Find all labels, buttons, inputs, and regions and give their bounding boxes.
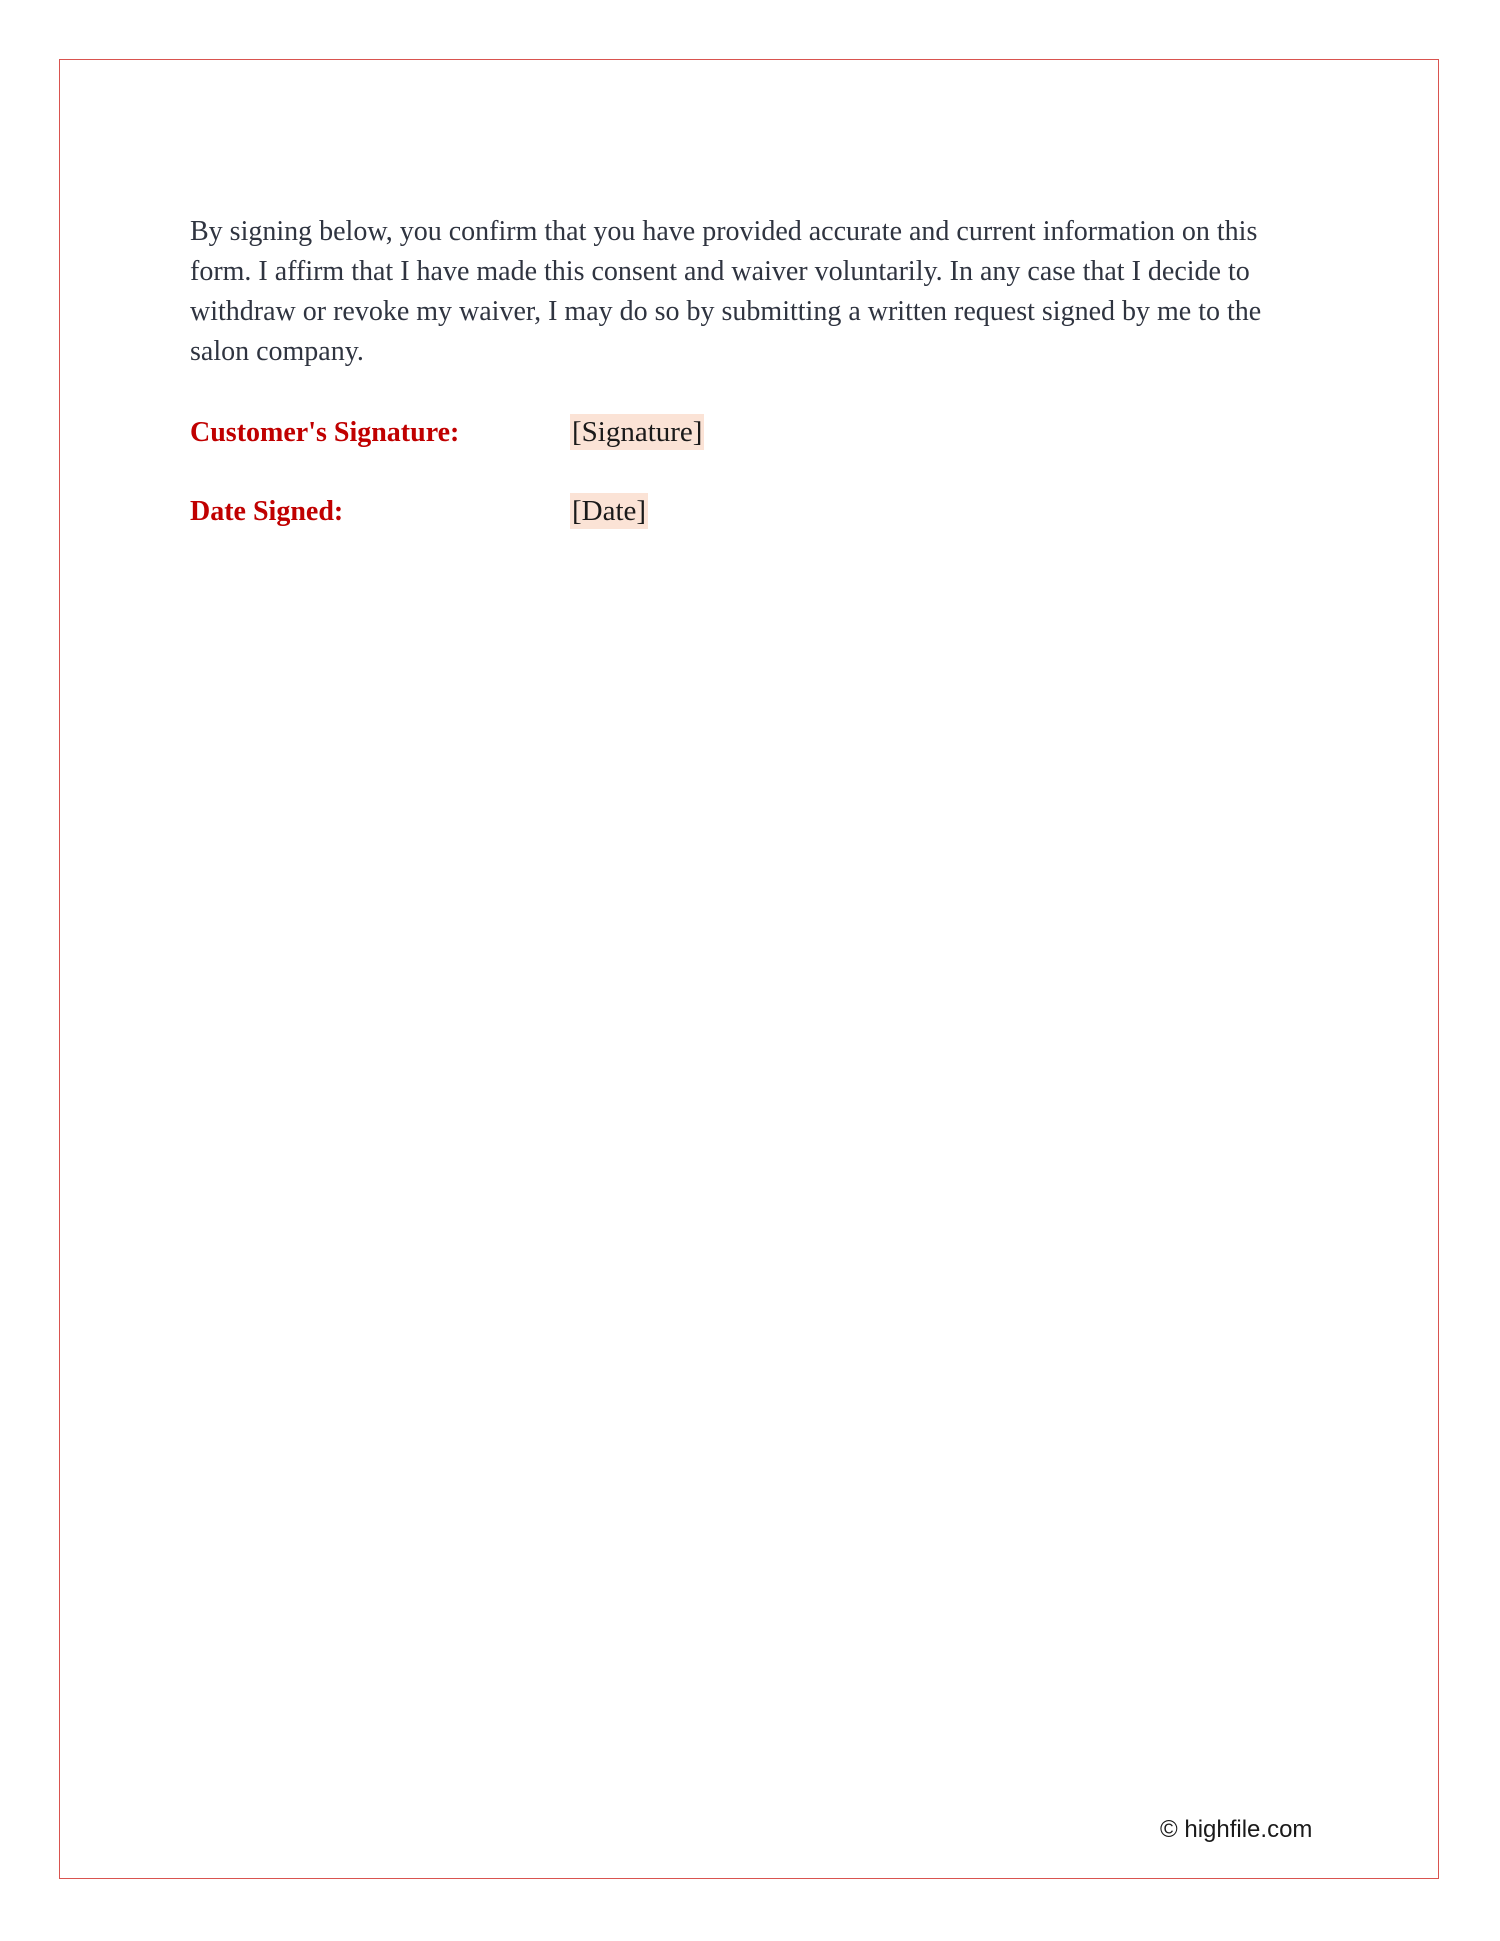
- date-field[interactable]: [Date]: [572, 495, 647, 527]
- signature-row: [190, 411, 1090, 455]
- signature-label: Customer's Signature:: [190, 417, 460, 448]
- signature-field[interactable]: [Signature]: [572, 416, 703, 448]
- consent-paragraph: By signing below, you confirm that you have provided accurate and current information on this form. I affirm that I have made this consent and waiver voluntarily. In any case that I decide to withdraw or revoke my waiver, I may do so by submitting a written request signed by me to the salon company.: [190, 216, 1262, 367]
- date-label: Date Signed:: [190, 496, 344, 527]
- copyright-footer: © highfile.com: [1160, 1816, 1313, 1843]
- date-row: [190, 490, 1090, 534]
